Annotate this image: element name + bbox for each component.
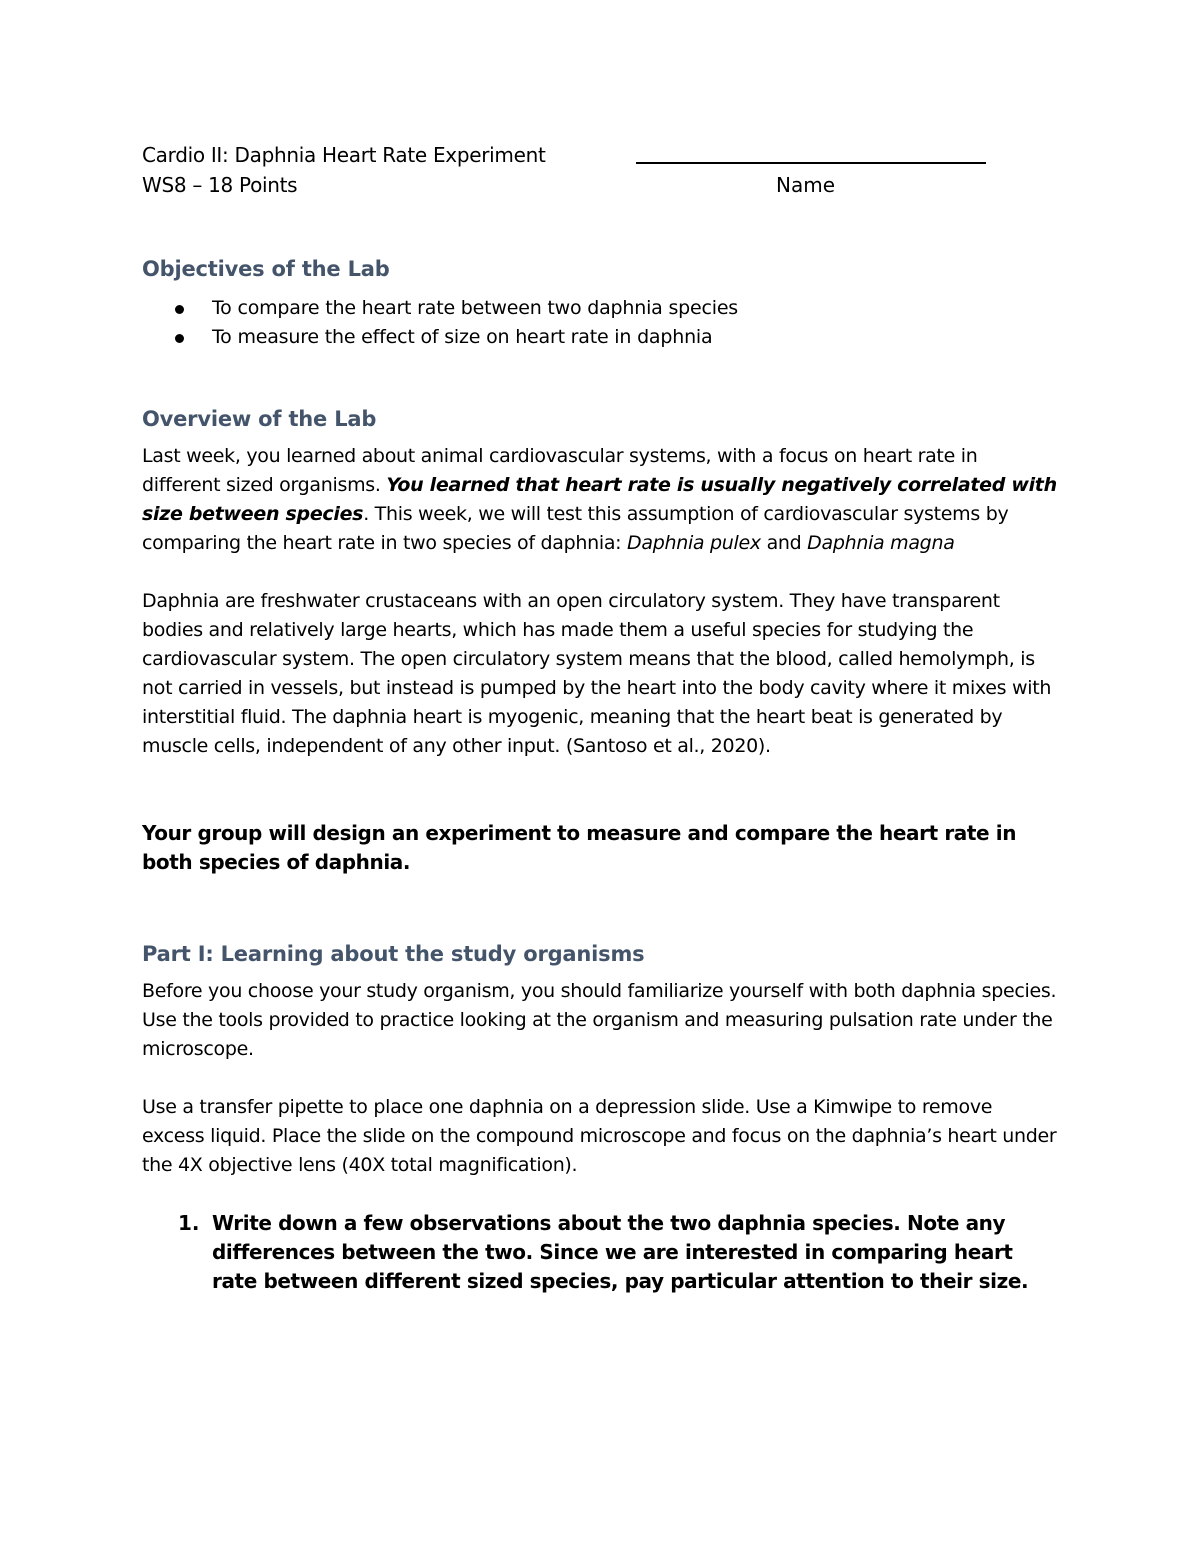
document-title: Cardio II: Daphnia Heart Rate Experiment [142, 143, 546, 167]
emphasis-text: You learned that heart rate is usually negatively correlated with size between species [142, 474, 1057, 525]
header-row-2 [142, 170, 1060, 200]
bullet-icon [175, 334, 184, 343]
species-name: Daphnia pulex [627, 532, 761, 554]
part1-heading: Part I: Learning about the study organisms [142, 942, 645, 966]
overview-heading: Overview of the Lab [142, 407, 377, 431]
question-1 [142, 1209, 1060, 1296]
name-blank-line[interactable] [636, 162, 986, 164]
species-name: Daphnia magna [807, 532, 955, 554]
name-label: Name [776, 173, 836, 197]
question-text: Write down a few observations about the two daphnia species. Note any differences between the two. Since we are interested in comparing heart rate between different sized species, pay particular attention to their size. [212, 1211, 1029, 1293]
question-number: 1. [178, 1211, 200, 1235]
part1-paragraph-2: Use a transfer pipette to place one daphnia on a depression slide. Use a Kimwipe to remove excess liquid. Place the slide on the compound microscope and focus on the daphnia’s heart under the 4X objective lens (40X total magnification). [142, 1096, 1057, 1176]
worksheet-points: WS8 – 18 Points [142, 173, 298, 197]
list-item: To measure the effect of size on heart rate in daphnia [142, 323, 1060, 352]
bullet-icon [175, 305, 184, 314]
list-item: To compare the heart rate between two daphnia species [142, 294, 1060, 323]
overview-paragraph-1: Last week, you learned about animal cardiovascular systems, with a focus on heart rate in different sized organisms. You learned that heart rate is usually negatively correlated with size between species. This week, we will test this assumption of cardiovascular systems by comparing the heart rate in two species of daphnia: Daphnia pulex and Daphnia magna [142, 445, 1057, 554]
objectives-heading: Objectives of the Lab [142, 257, 390, 281]
part1-paragraph-1: Before you choose your study organism, you should familiarize yourself with both daphnia species. Use the tools provided to practice looking at the organism and measuring pulsation rate under the microscope. [142, 980, 1057, 1060]
header-row-1 [142, 140, 1060, 170]
objectives-list [142, 294, 1060, 352]
overview-paragraph-2: Daphnia are freshwater crustaceans with an open circulatory system. They have transparent bodies and relatively large hearts, which has made them a useful species for studying the cardiovascular system. The open circulatory system means that the blood, called hemolymph, is not carried in vessels, but instead is pumped by the heart into the body cavity where it mixes with interstitial fluid. The daphnia heart is myogenic, meaning that the heart beat is generated by muscle cells, independent of any other input. (Santoso et al., 2020). [142, 590, 1052, 757]
design-statement: Your group will design an experiment to measure and compare the heart rate in both species of daphnia. [142, 821, 1017, 874]
